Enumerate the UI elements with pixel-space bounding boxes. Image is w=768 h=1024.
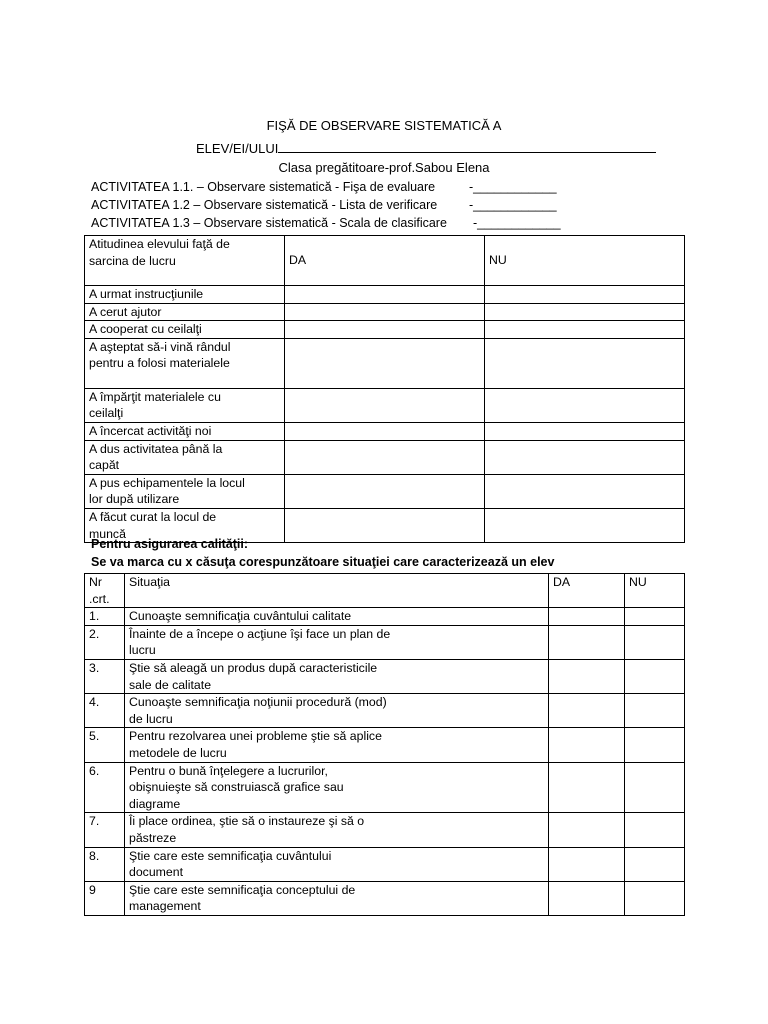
row-text: Cunoaşte semnificaţia cuvântului calitate — [125, 608, 549, 626]
table-row — [85, 422, 685, 440]
activity-line — [91, 179, 557, 196]
row-label: A aşteptat să-i vină rândul pentru a folosi materialele — [85, 338, 285, 388]
activity-blank: -____________ — [469, 180, 557, 194]
da-cell[interactable] — [549, 608, 625, 626]
da-cell[interactable] — [549, 881, 625, 915]
row-number: 6. — [85, 762, 125, 813]
row-text: Îi place ordinea, ştie să o instaureze şi să o păstreze — [125, 813, 549, 847]
table-header-row — [85, 236, 685, 286]
table-row — [85, 474, 685, 508]
da-cell[interactable] — [285, 286, 485, 304]
nu-cell[interactable] — [485, 440, 685, 474]
nu-cell[interactable] — [625, 728, 685, 762]
table-row — [85, 303, 685, 321]
activity-blank: -____________ — [469, 198, 557, 212]
header-nu: NU — [625, 574, 685, 608]
da-cell[interactable] — [549, 659, 625, 693]
row-number: 7. — [85, 813, 125, 847]
da-cell[interactable] — [285, 422, 485, 440]
row-number: 9 — [85, 881, 125, 915]
nu-cell[interactable] — [485, 474, 685, 508]
header-nr: Nr .crt. — [85, 574, 125, 608]
nu-cell[interactable] — [625, 625, 685, 659]
nu-cell[interactable] — [625, 813, 685, 847]
table-row — [85, 847, 685, 881]
nu-cell[interactable] — [485, 321, 685, 339]
nu-cell[interactable] — [485, 508, 685, 542]
table-row — [85, 728, 685, 762]
da-cell[interactable] — [285, 338, 485, 388]
nu-cell[interactable] — [485, 303, 685, 321]
header-situatia: Situaţia — [125, 574, 549, 608]
table-row — [85, 694, 685, 728]
attitude-table — [84, 235, 685, 543]
header-nu: NU — [485, 236, 685, 286]
nu-cell[interactable] — [625, 608, 685, 626]
quality-instruction: Se va marca cu x căsuţa corespunzătoare situaţiei care caracterizează un elev — [91, 555, 555, 569]
row-number: 1. — [85, 608, 125, 626]
nu-cell[interactable] — [625, 762, 685, 813]
activity-label: ACTIVITATEA 1.3 – Observare sistematică - Scala de clasificare — [91, 216, 447, 230]
quality-heading: Pentru asigurarea calităţii: — [91, 537, 249, 551]
table-row — [85, 338, 685, 388]
table-row — [85, 762, 685, 813]
da-cell[interactable] — [549, 762, 625, 813]
table-row — [85, 625, 685, 659]
row-label: A urmat instrucţiunile — [85, 286, 285, 304]
nu-cell[interactable] — [625, 694, 685, 728]
student-label: ELEV/EI/ULUI — [196, 141, 279, 156]
table-header-row — [85, 574, 685, 608]
document-title: FIŞĂ DE OBSERVARE SISTEMATICĂ A — [266, 118, 502, 133]
da-cell[interactable] — [285, 440, 485, 474]
row-number: 8. — [85, 847, 125, 881]
da-cell[interactable] — [285, 508, 485, 542]
activity-label: ACTIVITATEA 1.1. – Observare sistematică - Fişa de evaluare — [91, 180, 436, 194]
header-da: DA — [549, 574, 625, 608]
header-da: DA — [285, 236, 485, 286]
activity-line — [91, 215, 561, 232]
row-text: Înainte de a începe o acţiune îşi face un plan de lucru — [125, 625, 549, 659]
nu-cell[interactable] — [485, 422, 685, 440]
row-label: A pus echipamentele la locul lor după utilizare — [85, 474, 285, 508]
row-text: Pentru o bună înţelegere a lucrurilor, obişnuieşte să construiască grafice sau diagrame — [125, 762, 549, 813]
table-row — [85, 440, 685, 474]
nu-cell[interactable] — [485, 388, 685, 422]
class-teacher-line: Clasa pregătitoare-prof.Sabou Elena — [278, 160, 490, 175]
nu-cell[interactable] — [625, 847, 685, 881]
da-cell[interactable] — [549, 813, 625, 847]
row-text: Ştie care este semnificaţia conceptului de management — [125, 881, 549, 915]
table-row — [85, 321, 685, 339]
activity-line — [91, 197, 557, 214]
row-label: A cerut ajutor — [85, 303, 285, 321]
row-number: 4. — [85, 694, 125, 728]
da-cell[interactable] — [549, 625, 625, 659]
quality-table — [84, 573, 685, 916]
row-label: A împărţit materialele cu ceilalţi — [85, 388, 285, 422]
row-text: Ştie care este semnificaţia cuvântului document — [125, 847, 549, 881]
row-number: 3. — [85, 659, 125, 693]
da-cell[interactable] — [285, 303, 485, 321]
da-cell[interactable] — [549, 847, 625, 881]
row-label: A dus activitatea până la capăt — [85, 440, 285, 474]
table-row — [85, 659, 685, 693]
table-row — [85, 608, 685, 626]
table-row — [85, 813, 685, 847]
activity-blank: -____________ — [473, 216, 561, 230]
table-row — [85, 881, 685, 915]
table-row — [85, 388, 685, 422]
nu-cell[interactable] — [485, 338, 685, 388]
da-cell[interactable] — [285, 321, 485, 339]
row-text: Cunoaşte semnificaţia noţiunii procedură (mod) de lucru — [125, 694, 549, 728]
da-cell[interactable] — [285, 474, 485, 508]
row-text: Ştie să aleagă un produs după caracteristicile sale de calitate — [125, 659, 549, 693]
name-blank-line — [278, 140, 656, 153]
student-name-field — [196, 140, 656, 157]
da-cell[interactable] — [549, 694, 625, 728]
header-attitude: Atitudinea elevului faţă de sarcina de lucru — [85, 236, 285, 286]
row-number: 2. — [85, 625, 125, 659]
da-cell[interactable] — [549, 728, 625, 762]
row-number: 5. — [85, 728, 125, 762]
da-cell[interactable] — [285, 388, 485, 422]
nu-cell[interactable] — [485, 286, 685, 304]
activity-label: ACTIVITATEA 1.2 – Observare sistematică - Lista de verificare — [91, 198, 438, 212]
row-label: A cooperat cu ceilalţi — [85, 321, 285, 339]
nu-cell[interactable] — [625, 659, 685, 693]
nu-cell[interactable] — [625, 881, 685, 915]
row-label: A încercat activităţi noi — [85, 422, 285, 440]
row-text: Pentru rezolvarea unei probleme ştie să aplice metodele de lucru — [125, 728, 549, 762]
table-row — [85, 286, 685, 304]
row-label: A făcut curat la locul de muncă — [85, 508, 285, 542]
